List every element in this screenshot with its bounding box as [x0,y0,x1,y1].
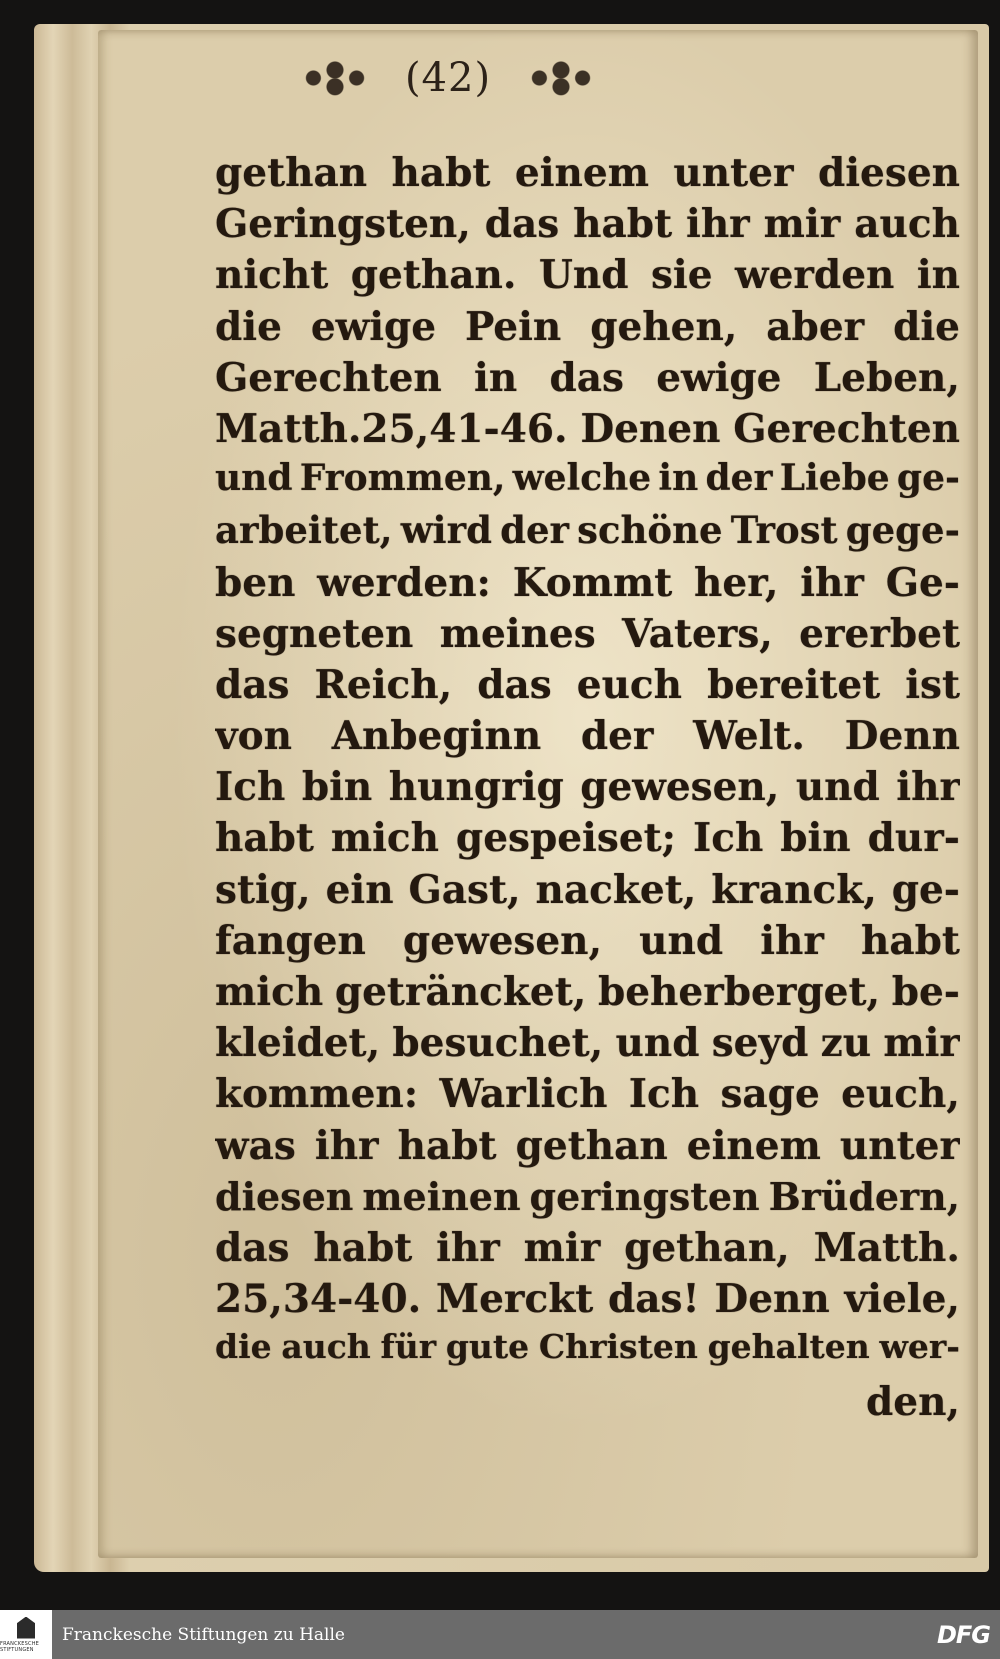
word: Christen [538,1327,698,1367]
word: fangen [215,917,366,964]
word: Warlich [439,1071,608,1118]
word: Brüdern, [768,1173,960,1219]
word: habt [215,815,314,862]
word: nicht [215,252,329,299]
word: ihr [314,1122,379,1169]
text-line [215,611,960,662]
text-line [215,815,960,866]
text-line [215,252,960,303]
word: gehen, [590,303,738,350]
page-header [98,48,798,108]
word: ihr [686,201,750,248]
word: stig, [215,866,311,913]
word: mich [215,969,324,1015]
word: Geringsten, [215,201,471,248]
word: ge- [896,457,960,500]
building-icon [17,1617,35,1639]
word: segneten [215,610,414,657]
text-line [215,713,960,764]
word: wird [400,508,492,553]
text-line [215,1225,960,1276]
word: ge- [891,866,960,913]
word: werden [735,252,895,299]
word: ewige [656,354,782,401]
word: seyd [711,1020,809,1067]
text-line [215,1174,960,1225]
word: kommen: [215,1071,419,1118]
text-line [215,1020,960,1071]
text-line [215,918,960,969]
word: Matth. [813,1224,960,1271]
word: Ich [692,815,764,862]
word: arbeitet, [215,508,393,553]
word: sage [720,1071,820,1118]
word: bin [780,815,851,862]
word: ihr [760,917,824,964]
text-line [215,764,960,815]
word: bin [301,764,373,811]
word: gute [445,1327,530,1367]
word: ist [905,661,960,708]
word: gethan [215,150,368,196]
word: Ich [215,764,286,811]
fleuron-right-icon [525,58,597,98]
word: dur- [867,815,960,862]
word: ewige [310,303,437,350]
word: nacket, [535,866,697,913]
word: gethan, [624,1224,790,1271]
word: Trost [730,508,838,553]
page-number: (42) [404,55,492,101]
word: Denn [714,1276,830,1323]
word: unter [839,1122,960,1169]
word: kleidet, [215,1020,381,1067]
logo-caption: FRANCKESCHE STIFTUNGEN [0,1640,40,1653]
word: 25,34-40. [215,1276,422,1323]
word: Leben, [813,354,960,401]
word: Und [538,252,629,299]
text-line [215,1327,960,1378]
word: Pein [465,303,562,350]
word: aber [766,303,865,350]
word: habt [573,201,673,248]
word: habt [861,917,960,964]
word: und [795,764,880,811]
word: Ich [628,1071,700,1118]
word: in [916,252,960,299]
word: und [615,1020,700,1067]
text-line [215,150,960,201]
word: der [500,508,570,553]
word: für [380,1327,437,1367]
word: einem [686,1122,821,1169]
word: diesen [215,1173,354,1219]
word: gewesen, [402,917,603,964]
word: Reich, [314,661,453,708]
word: und [215,457,293,500]
word: und [639,917,724,964]
text-line [215,867,960,918]
word: mir [763,201,841,248]
word: Gast, [408,866,521,913]
word: beherberget, [597,969,881,1015]
word: Kommt [512,559,673,606]
word: Ge- [885,559,960,606]
word: mir [883,1020,960,1067]
text-line [215,1071,960,1122]
word: von [215,713,293,760]
word: die [893,303,960,350]
word: Vaters, [622,610,773,657]
word: mich [330,815,440,862]
text-line [215,969,960,1020]
word: kranck, [711,866,877,913]
fleuron-left-icon [299,58,371,98]
word: gethan [515,1122,668,1169]
word: bereitet [707,661,881,708]
word: gehalten [707,1327,870,1367]
page-text [215,150,960,1430]
word: werden: [317,559,491,606]
word: meines [439,610,596,657]
word: Liebe [779,457,890,500]
word: ihr [800,559,864,606]
word: Frommen, [299,457,506,500]
word: gethan. [350,252,517,299]
word: das [215,661,290,708]
word: das! [608,1276,700,1323]
word: der [705,457,773,500]
word: ihr [436,1224,500,1271]
word: be- [891,969,960,1015]
footer-bar [0,1610,1000,1659]
word: Anbeginn [331,713,542,760]
word: meinen [362,1173,521,1219]
word: Gerechten [215,354,442,401]
dfg-logo[interactable]: DFG [936,1621,990,1649]
word: ben [215,559,296,606]
institution-name[interactable]: Franckesche Stiftungen zu Halle [62,1624,345,1645]
word: die [215,1327,272,1367]
word: besuchet, [392,1020,604,1067]
word: sie [650,252,713,299]
word: geträncket, [334,969,587,1015]
text-line [215,355,960,406]
word: mir [523,1224,601,1271]
word: schöne [577,508,723,553]
word: gege- [845,508,960,553]
word: unter [673,150,794,196]
word: habt [313,1224,413,1271]
text-line [215,457,960,508]
institution-logo[interactable] [0,1610,52,1659]
catchword [215,1379,960,1430]
word: habt [391,150,491,196]
word: euch [576,661,683,708]
word: die [215,303,282,350]
word: wer- [879,1327,960,1367]
word: Welt. [693,713,805,760]
text-line [215,304,960,355]
word: der [580,713,654,760]
text-line [215,1276,960,1327]
word: Denen [580,405,721,452]
word: Gerechten [733,405,960,452]
word: zu [820,1020,872,1067]
word: viele, [844,1276,960,1323]
text-line [215,662,960,713]
text-line [215,560,960,611]
word: Matth.25,41-46. [215,405,568,452]
word: was [215,1122,296,1169]
word: euch, [841,1071,960,1118]
word: gewesen, [580,764,780,811]
word: in [658,457,699,500]
text-line [215,201,960,252]
word: geringsten [529,1173,760,1219]
word: das [549,354,624,401]
word: einem [514,150,649,196]
text-line [215,406,960,457]
word: das [477,661,552,708]
word: ein [325,866,394,913]
word: habt [397,1122,497,1169]
word: in [474,354,518,401]
word: das [215,1224,290,1271]
word: hungrig [388,764,564,811]
word: Merckt [435,1276,594,1323]
word: diesen [817,150,960,196]
word: gespeiset; [455,815,677,862]
word: ererbet [799,610,960,657]
word: das [484,201,560,248]
text-line [215,1123,960,1174]
word: her, [694,559,779,606]
word: auch [281,1327,371,1367]
word: ihr [896,764,960,811]
word: den, [865,1378,960,1425]
text-line [215,508,960,559]
word: auch [854,201,960,248]
word: welche [512,457,652,500]
word: Denn [844,713,960,760]
